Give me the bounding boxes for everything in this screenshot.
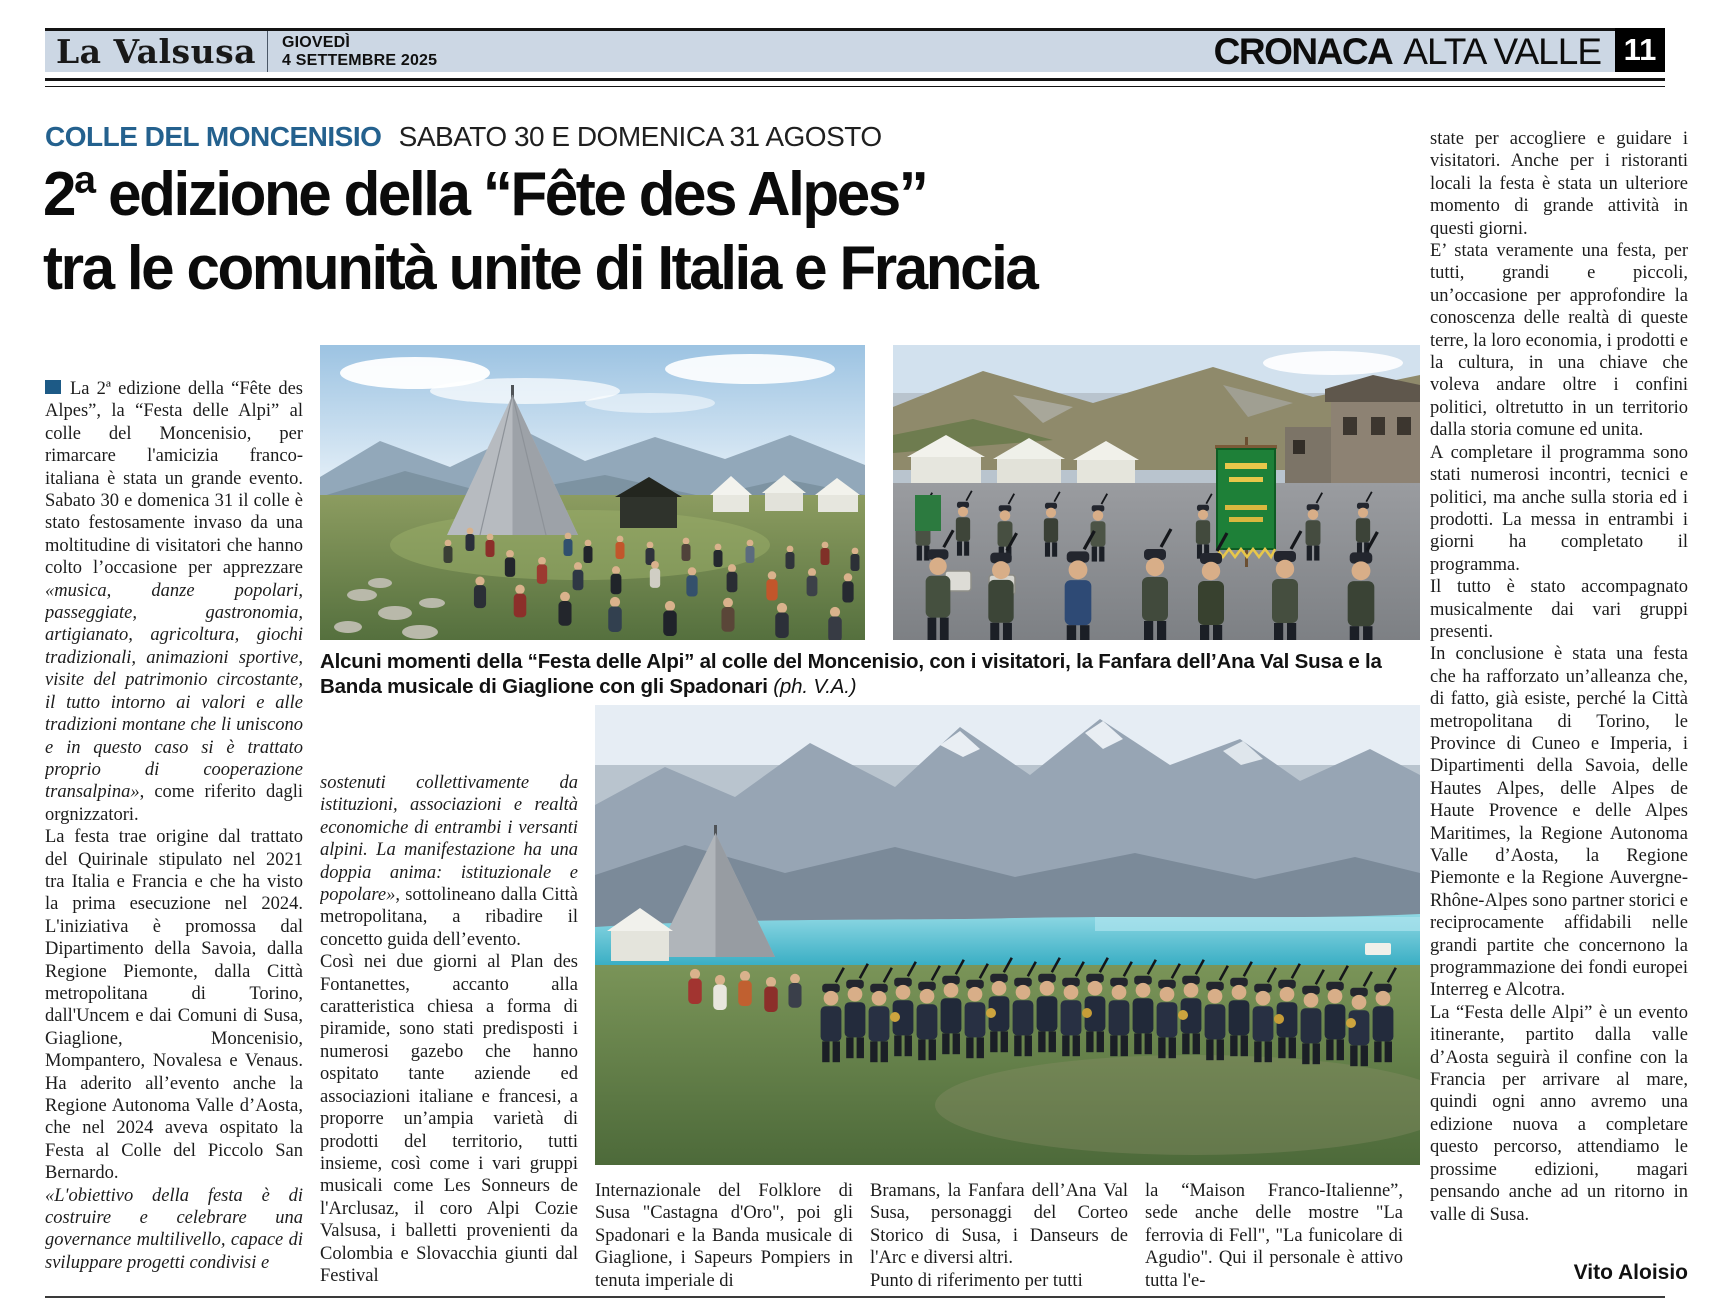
issue-weekday: GIOVEDÌ bbox=[282, 34, 351, 51]
masthead-divider bbox=[267, 31, 268, 72]
text-segment: A completare il programma sono stati numerosi incontri, tecnici e politici, ma anche sulla storia ed i prodotti. La messa in entrambi i giorni ha completato il programma. bbox=[1430, 442, 1688, 575]
headline-line1: 2ª edizione della “Fête des Alpes” bbox=[43, 160, 927, 229]
paragraph bbox=[595, 1180, 853, 1292]
headline-line2: tra le comunità unite di Italia e Francia bbox=[43, 234, 1037, 303]
byline: Vito Aloisio bbox=[1573, 1261, 1688, 1284]
text-segment: Internazionale del Folklore di Susa "Castagna d'Oro", poi gli Spadonari e la Banda musicale di Giaglione, i Sapeurs Pompiers in tenuta imperiale di bbox=[595, 1181, 853, 1291]
kicker bbox=[45, 120, 882, 153]
text-segment: state per accogliere e guidare i visitatori. Anche per i ristoranti locali la festa è stata un ulteriore momento di grande attività in questi giorni. bbox=[1430, 129, 1688, 239]
photo-lake-moncenisio-band bbox=[595, 705, 1420, 1165]
page-bottom-rule bbox=[45, 1296, 1665, 1298]
paragraph bbox=[1430, 442, 1688, 576]
paragraph bbox=[45, 1185, 303, 1275]
paragraph bbox=[1430, 1002, 1688, 1226]
section-name-bold: CRONACA bbox=[1213, 30, 1393, 72]
newspaper-logo: La Valsusa bbox=[55, 32, 257, 71]
text-segment: E’ stata veramente una festa, per tutti, grandi e piccoli, un’occasione per approfondire la conoscenza delle realtà di queste terre, la loro economia, i prodotti e la cultura, in una chiave che voleva andare oltre i confini politici, oltretutto in un territorio dalla storia comune ed unita. bbox=[1430, 241, 1688, 441]
article-column-1 bbox=[45, 378, 303, 1290]
kicker-location: COLLE DEL MONCENISIO bbox=[45, 121, 382, 152]
issue-date-line: 4 SETTEMBRE 2025 bbox=[282, 51, 438, 69]
paragraph bbox=[320, 951, 578, 1287]
section-header bbox=[1214, 31, 1665, 72]
article-column-4 bbox=[870, 1180, 1128, 1294]
article-column-2 bbox=[320, 772, 578, 1290]
paragraph bbox=[45, 378, 303, 826]
paragraph bbox=[320, 772, 578, 951]
paragraph bbox=[1430, 128, 1688, 240]
paragraph bbox=[1430, 240, 1688, 442]
text-segment: , sottolineano dalla Città metropolitana, a ribadire il concetto guida dell’evento. bbox=[320, 885, 578, 950]
paragraph-lead-square bbox=[45, 380, 61, 394]
photo-festival-crowd-pyramid-church bbox=[320, 345, 865, 640]
photo2-tents bbox=[907, 435, 1139, 483]
issue-date bbox=[282, 34, 437, 69]
article-column-3 bbox=[595, 1180, 853, 1294]
text-segment: «L'obiettivo della festa è di costruire e celebrare una governance multilivello, capace di sviluppare progetti condivisi e bbox=[45, 1185, 303, 1273]
photo-caption bbox=[320, 649, 1424, 699]
text-segment: Il tutto è stato accompagnato musicalmente dai vari gruppi presenti. bbox=[1430, 577, 1688, 642]
photo-fanfara-marching-band bbox=[893, 345, 1420, 640]
text-segment: sostenuti collettivamente da istituzioni, associazioni e realtà economiche di entrambi i versanti alpini. La manifestazione ha una doppia anima: istituzionale e popolare» bbox=[320, 773, 578, 906]
article-column-5 bbox=[1145, 1180, 1403, 1294]
photo3-sky bbox=[595, 705, 1420, 765]
text-segment: la “Maison Franco-Italienne”, sede anche delle mostre "La ferrovia di Fell", "La funicolare di Agudio". Qui il personale è attivo tutta l'e- bbox=[1145, 1181, 1403, 1291]
masthead-band bbox=[45, 28, 1665, 72]
text-segment: «musica, danze popolari, passeggiate, gastronomia, artigianato, agricoltura, giochi tradizionali, animazioni sportive, visite del patrimonio circostante, il tutto intorno ai valori e alle tradizioni montane che li uniscono e in questo caso si è trattato proprio di cooperazione transalpina» bbox=[45, 580, 303, 803]
article-headline bbox=[43, 158, 1401, 306]
masthead-rule-thin bbox=[45, 86, 1665, 87]
text-segment: La festa trae origine dal trattato del Quirinale stipulato nel 2021 tra Italia e Francia e che ha visto la prima esecuzione nel 2024. L'iniziativa è promossa dal Dipartimento della Savoia, dalla Regione Piemonte, dalla Città metropolitana di Torino, dall'Uncem e dai Comuni di Susa, Giaglione, Moncenisio, Mompantero, Novalesa e Venaus. Ha aderito all’evento anche la Regione Autonoma Valle d’Aosta, che nel 2024 aveva ospitato la Festa al Colle del Piccolo San Bernardo. bbox=[45, 827, 303, 1184]
paragraph bbox=[870, 1180, 1128, 1270]
photo2-green-banner bbox=[1215, 437, 1277, 567]
paragraph bbox=[1430, 576, 1688, 643]
article-column-6 bbox=[1430, 128, 1688, 1258]
text-segment: La 2ª edizione della “Fête des Alpes”, la “Festa delle Alpi” al colle del Moncenisio, per rimarcare l'amicizia franco-italiana è stata un grande evento. Sabato 30 e domenica 31 il colle è stato festosamente invaso da una moltitudine di visitatori che hanno colto l’occasione per apprezzare bbox=[45, 379, 303, 579]
text-segment: Bramans, la Fanfara dell’Ana Val Susa, personaggi del Corteo Storico di Susa, i Danseurs de l'Arc e diversi altri. bbox=[870, 1181, 1128, 1269]
paragraph bbox=[1430, 643, 1688, 1002]
text-segment: , come riferito dagli orgnizzatori. bbox=[45, 782, 303, 825]
masthead-rule-thick bbox=[45, 78, 1665, 81]
text-segment: Punto di riferimento per tutti bbox=[870, 1270, 1083, 1291]
page-number-badge: 11 bbox=[1615, 28, 1665, 72]
caption-credit: (ph. V.A.) bbox=[773, 675, 857, 698]
section-name-light: ALTA VALLE bbox=[1403, 30, 1601, 72]
text-segment: La “Festa delle Alpi” è un evento itinerante, partito dalla valle d’Aosta seguirà il confine con la Francia per arrivare al mare, quindi ogni anno avremo una edizione nuova a completare questo percorso, attendiamo le prossime edizioni, magari pensando anche ad un ritorno in valle di Susa. bbox=[1430, 1002, 1688, 1225]
caption-text: Alcuni momenti della “Festa delle Alpi” al colle del Moncenisio, con i visitatori, la Fanfara dell’Ana Val Susa e la Banda musicale di Giaglione con gli Spadonari bbox=[320, 650, 1382, 698]
kicker-date: SABATO 30 E DOMENICA 31 AGOSTO bbox=[398, 121, 882, 152]
text-segment: In conclusione è stata una festa che ha rafforzato un’alleanza che, di fatto, già esiste, perché la Città metropolitana di Torino, le Province di Cuneo e Imperia, i Dipartimenti della Savoia, delle Hautes Alpes, delle Alpes de Haute Provence e delle Alpes Maritimes, la Regione Autonoma Valle d’Aosta, la Regione Piemonte e la Regione Auvergne-Rhône-Alpes sono partner storici e reciprocamente affidabili nelle grandi partite che concernono la programmazione dei fondi europei Interreg e Alcotra. bbox=[1430, 644, 1688, 1001]
paragraph bbox=[1145, 1180, 1403, 1292]
text-segment: Così nei due giorni al Plan des Fontanettes, accanto alla caratteristica chiesa a forma di piramide, sono stati predisposti i numerosi gazebo che hanno ospitato tante aziende ed associazioni italiane e francesi, a proporre un’ampia varietà di prodotti del territorio, tutti insieme, così come i vari gruppi musicali come Les Sonneurs de l'Arclusaz, il coro Alpi Cozie Valsusa, i balletti provenienti da Colombia e Slovacchia giunti dal Festival bbox=[320, 952, 578, 1286]
paragraph bbox=[870, 1270, 1128, 1292]
paragraph bbox=[45, 826, 303, 1185]
